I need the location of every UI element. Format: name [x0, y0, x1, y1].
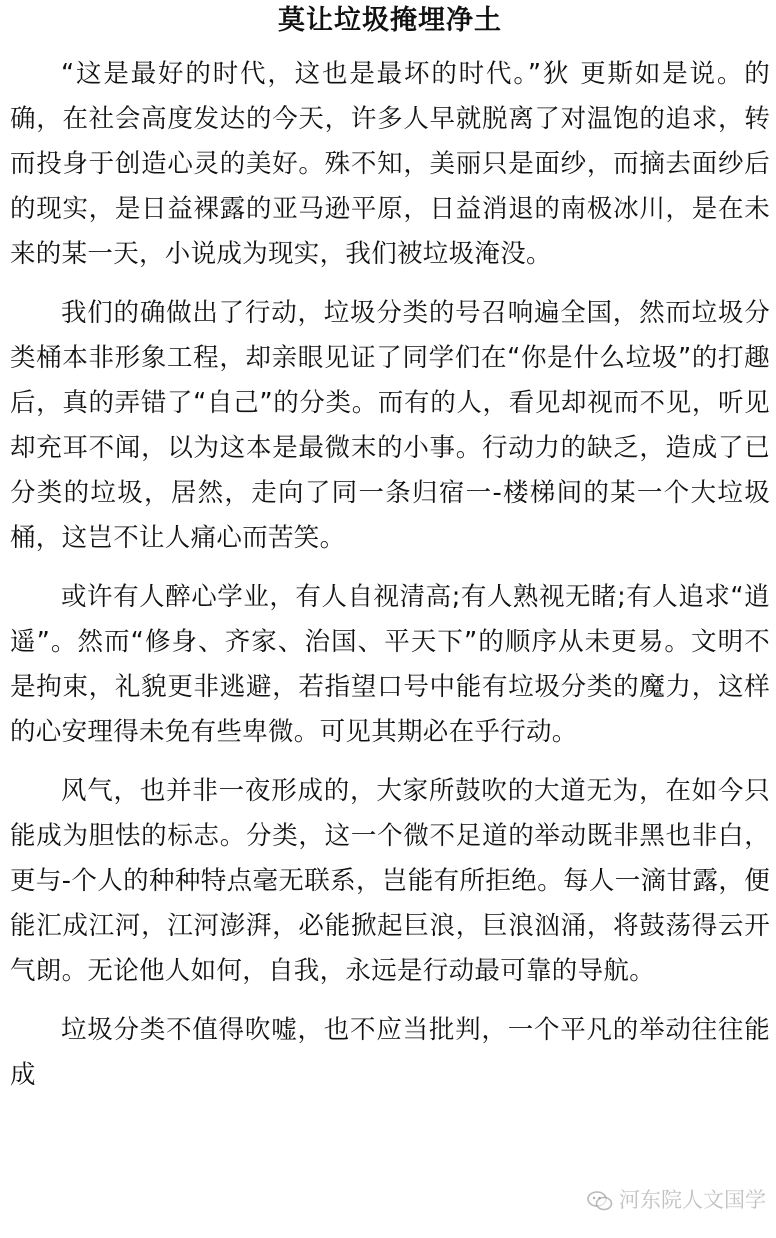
- paragraph-1: “这是最好的时代，这也是最坏的时代。”狄 更斯如是说。的确，在社会高度发达的今天，许多人早就脱离了对温饱的追求，转而投身于创造心灵的美好。殊不知，美丽只是面纱，而摘去面纱后的现实，是日益裸露的亚马逊平原，日益消退的南极冰川，是在未来的某一天，小说成为现实，我们被垃圾淹没。: [10, 59, 770, 269]
- paragraph-4: 风气，也并非一夜形成的，大家所鼓吹的大道无为，在如今只能成为胆怯的标志。分类，这一个微不足道的举动既非黑也非白，更与-个人的种种特点毫无联系，岂能有所拒绝。每人一滴甘露，便能汇成江河，江河澎湃，必能掀起巨浪，巨浪汹涌，将鼓荡得云开气朗。无论他人如何，自我，永远是行动最可靠的导航。: [10, 776, 770, 986]
- paragraph-2: 我们的确做出了行动，垃圾分类的号召响遍全国，然而垃圾分类桶本非形象工程，却亲眼见证了同学们在“你是什么垃圾”的打趣后，真的弄错了“自己”的分类。而有的人，看见却视而不见，听见却充耳不闻，以为这本是最微末的小事。行动力的缺乏，造成了已分类的垃圾，居然，走向了同一条归宿一-楼梯间的某一个大垃圾桶，这岂不让人痛心而苦笑。: [10, 298, 770, 553]
- watermark-text: 河东院人文国学: [619, 1188, 766, 1212]
- article-title: 莫让垃圾掩埋净土: [278, 5, 502, 36]
- paragraph-3: 或许有人醉心学业，有人自视清高;有人熟视无睹;有人追求“逍遥”。然而“修身、齐家、治国、平天下”的顺序从未更易。文明不是拘束，礼貌更非逃避，若指望口号中能有垃圾分类的魔力，这样的心安理得未免有些卑微。可见其期必在乎行动。: [10, 582, 770, 747]
- paragraph-5: 垃圾分类不值得吹嘘，也不应当批判，一个平凡的举动往往能成: [10, 1015, 770, 1090]
- wechat-icon: [587, 1190, 613, 1210]
- watermark: [587, 1186, 766, 1214]
